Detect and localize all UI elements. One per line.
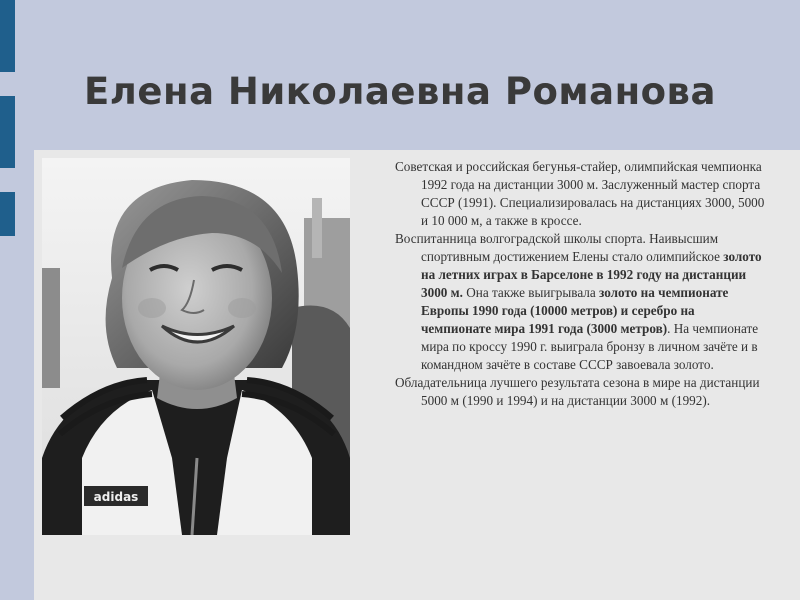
biography-text [395, 158, 767, 410]
highlighted-text: золото на чемпионате Европы 1990 года (10000 метров) и серебро на чемпионате мира 1991 года (3000 метров) [421, 285, 729, 336]
text-run: Советская и российская бегунья-стайер, олимпийская чемпионка 1992 года на дистанции 3000 м. Заслуженный мастер спорта СССР (1991). Специализировалась на дистанциях 3000, 5000 и 10 000 м, а также в кроссе. [395, 159, 765, 228]
paragraph-2 [395, 230, 767, 374]
text-run: . На чемпионате мира по кроссу 1990 г. выиграла бронзу в личном зачёте и в командном зачёте в составе СССР завоевала золото. [421, 321, 759, 372]
portrait-photo [42, 158, 350, 535]
adidas-logo-text: adidas [93, 490, 139, 504]
slide-title: Елена Николаевна Романова [84, 70, 716, 113]
text-run: Она также выигрывала [462, 285, 600, 300]
highlighted-text: золото на летних играх в Барселоне в 1992 году на дистанции 3000 м. [421, 249, 762, 300]
paragraph-1 [395, 158, 767, 230]
accent-tab-3 [0, 192, 15, 236]
accent-tab-1 [0, 0, 15, 72]
text-run: Воспитанница волгоградской школы спорта. Наивысшим спортивным достижением Елены стало олимпийское [395, 231, 724, 264]
paragraph-3 [395, 374, 767, 410]
text-run: Обладательница лучшего результата сезона в мире на дистанции 5000 м (1990 и 1994) и на дистанции 3000 м (1992). [395, 375, 760, 408]
